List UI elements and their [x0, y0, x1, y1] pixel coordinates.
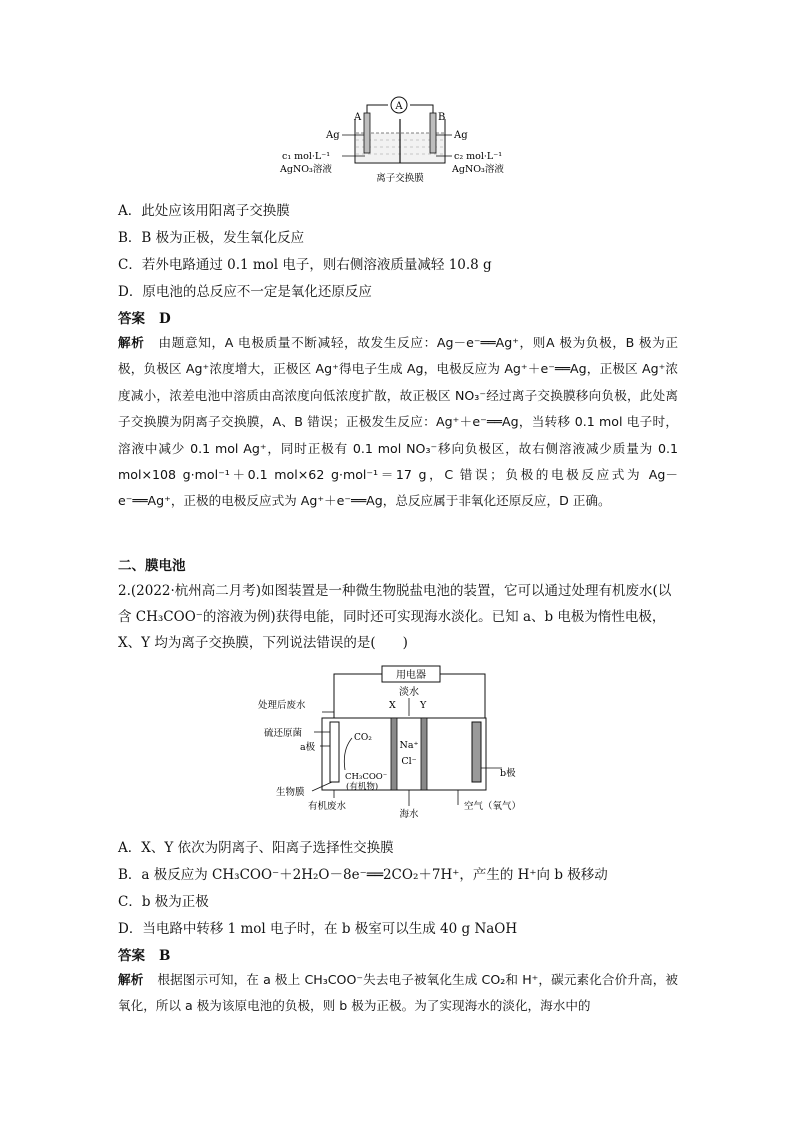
seawater-label: 海水: [399, 809, 419, 820]
na-ion-label: Na⁺: [399, 740, 419, 751]
q1-option-a: A．此处应该用阳离子交换膜: [118, 203, 290, 219]
membrane-x: [391, 718, 397, 790]
air-label: 空气（氧气）: [464, 801, 522, 812]
co2-label: CO₂: [354, 733, 372, 743]
cl-ion-label: Cl⁻: [401, 756, 417, 767]
biofilm-label: 生物膜: [276, 787, 305, 798]
q1-option-d: D．原电池的总反应不一定是氧化还原反应: [118, 284, 372, 300]
organic-label: (有机物): [346, 782, 379, 792]
membrane-y: [421, 718, 427, 790]
q2-analysis-label: 解析: [118, 972, 144, 987]
figure-concentration-cell: [270, 93, 530, 185]
q2-analysis-text: 根据图示可知，在 a 极上 CH₃COO⁻失去电子被氧化生成 CO₂和 H⁺，碳元素化合价升高，被氧化，所以 a 极为该原电池的负极，则 b 极为正极。为了实现海水的淡化，海水中的: [118, 972, 679, 1014]
electrode-a-letter: A: [354, 112, 362, 123]
q1-answer: [118, 307, 171, 327]
electrode-b-letter: B: [438, 112, 446, 123]
q1-analysis-text: 由题意知，A 电极质量不断减轻，故发生反应：Ag－e⁻══Ag⁺，则A 极为负极，B 极为正极，负极区 Ag⁺浓度增大，正极区 Ag⁺得电子生成 Ag，电极反应为 Ag⁺＋e⁻══Ag，正极区 Ag⁺浓度减小，浓差电池中溶质由高浓度向低浓度扩散，故正极区 NO₃⁻经过离子交换膜移向负极，此处离子交换膜为阴离子交换膜，A、B 错误；正极发生反应：Ag⁺＋e⁻══Ag，当转移 0.1 mol 电子时，溶液中减少 0.1 mol Ag⁺，同时正极有 0.1 mol NO₃⁻移向负极区，故右侧溶液减少质量为 0.1 mol×108 g·mol⁻¹＋0.1 mol×62 g·mol⁻¹＝17 g，C 错误；负极的电极反应式为 Ag－e⁻══Ag⁺，正极的电极反应式为 Ag⁺＋e⁻══Ag，总反应属于非氧化还原反应，D 正确。: [118, 335, 679, 509]
treated-water-label: 处理后废水: [258, 700, 306, 711]
device-label: 用电器: [396, 670, 426, 681]
electrode-a: [330, 722, 339, 782]
q1-answer-label: 答案: [118, 311, 145, 327]
bacteria-label: 硫还原菌: [264, 728, 303, 739]
section-title: 二、膜电池: [118, 558, 186, 574]
q1-analysis-label: 解析: [118, 335, 145, 350]
q1-option-b: B．B 极为正极，发生氧化反应: [118, 230, 305, 246]
left-solution: AgNO₃溶液: [280, 164, 332, 175]
electrode-a: [364, 113, 370, 153]
waste-water-label: 有机废水: [308, 801, 347, 812]
q1-analysis: [118, 330, 678, 515]
membrane-x-label: X: [389, 700, 396, 711]
ammeter-label: A: [395, 101, 403, 112]
q2-answer-value: B: [159, 948, 171, 964]
b-electrode-label: b极: [500, 768, 516, 779]
electrode-b: [430, 113, 436, 153]
membrane-label: 离子交换膜: [376, 173, 424, 184]
q2-answer-label: 答案: [118, 948, 145, 964]
q2-option-a: A．X、Y 依次为阴离子、阳离子选择性交换膜: [118, 840, 394, 856]
left-concentration: c₁ mol·L⁻¹: [282, 151, 331, 162]
q2-stem: 2.(2022·杭州高二月考)如图装置是一种微生物脱盐电池的装置，它可以通过处理有机废水(以含 CH₃COO⁻的溶液为例)获得电能，同时还可实现海水淡化。已知 a、b 电极为惰性电极，X、Y 均为离子交换膜，下列说法错误的是( ): [118, 583, 672, 651]
q2-option-c: C．b 极为正极: [118, 894, 209, 910]
q2-option-d: D．当电路中转移 1 mol 电子时，在 b 极室可以生成 40 g NaOH: [118, 921, 518, 937]
figure-desalination-cell: [250, 660, 570, 820]
q1-option-c: C．若外电路通过 0.1 mol 电子，则右侧溶液质量减轻 10.8 g: [118, 257, 492, 273]
q2-analysis: [118, 967, 678, 1020]
electrode-b: [472, 722, 481, 782]
right-concentration: c₂ mol·L⁻¹: [454, 151, 503, 162]
acetate-label: CH₃COO⁻: [345, 772, 388, 782]
q1-answer-value: D: [159, 311, 171, 327]
q2-answer: [118, 944, 170, 964]
q2-option-b: B．a 极反应为 CH₃COO⁻＋2H₂O－8e⁻══2CO₂＋7H⁺，产生的 H⁺向 b 极移动: [118, 867, 608, 883]
membrane-y-label: Y: [420, 700, 427, 711]
ag-right-label: Ag: [454, 130, 468, 141]
right-solution: AgNO₃溶液: [452, 164, 504, 175]
fresh-water-label: 淡水: [399, 687, 419, 698]
ag-left-label: Ag: [326, 130, 340, 141]
a-electrode-label: a极: [300, 742, 316, 753]
